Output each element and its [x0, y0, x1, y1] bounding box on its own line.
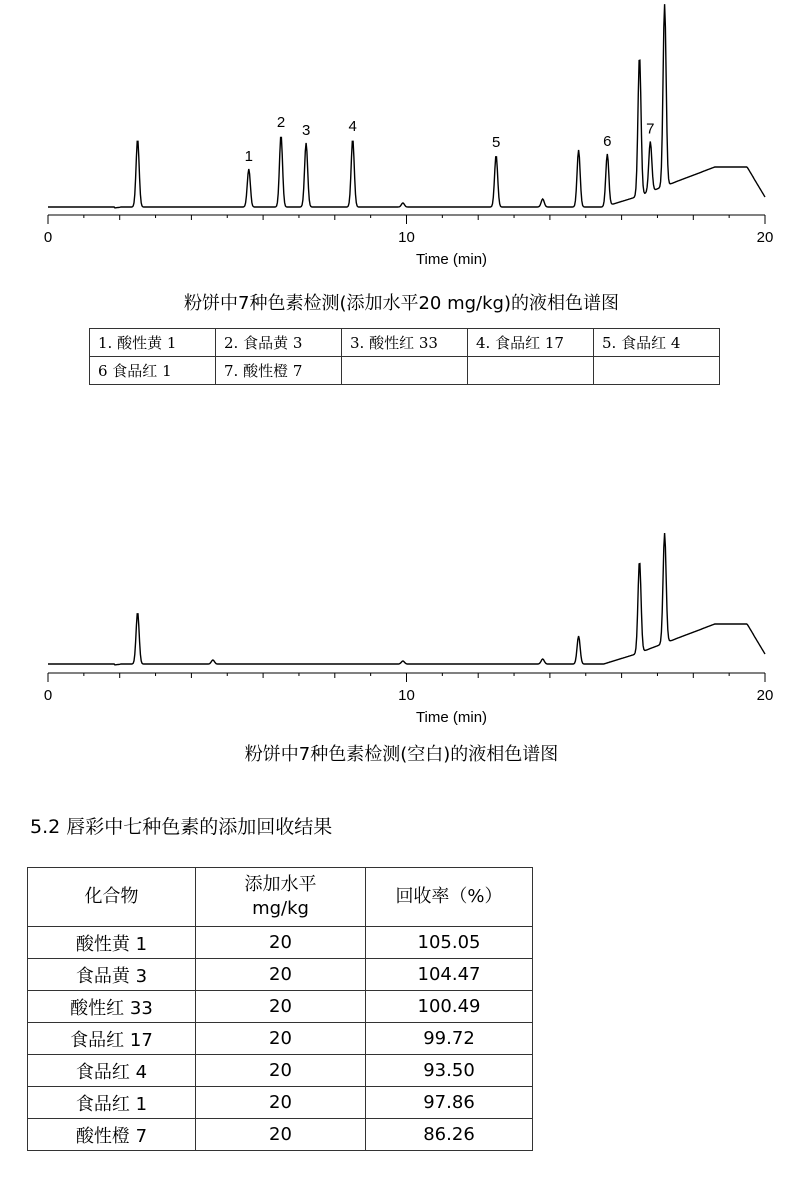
chromatogram-trace [48, 533, 765, 665]
header-spike-level [196, 868, 366, 927]
legend-cell [594, 357, 720, 385]
legend-cell: 2. 食品黄 3 [216, 329, 342, 357]
section-heading: 5.2 唇彩中七种色素的添加回收结果 [30, 816, 333, 838]
peak-label: 6 [603, 132, 612, 150]
table-row [28, 1087, 533, 1119]
x-axis-label: Time (min) [415, 709, 488, 726]
legend-cell: 7. 酸性橙 7 [216, 357, 342, 385]
table-row [28, 1119, 533, 1151]
chromatogram-spiked-plot [0, 0, 803, 275]
legend-cell [342, 357, 468, 385]
recovery-cell: 104.47 [366, 959, 533, 991]
peak-legend-table [89, 328, 720, 385]
x-tick-label: 0 [43, 687, 53, 704]
peak-label: 4 [348, 118, 357, 135]
table-row [28, 1055, 533, 1087]
header-recovery-label: 回收率（%） [395, 886, 503, 907]
recovery-cell: 99.72 [366, 1023, 533, 1055]
header-recovery [366, 868, 533, 927]
compound-cell: 酸性红 33 [28, 991, 196, 1023]
table-row [90, 329, 720, 357]
level-cell: 20 [196, 1055, 366, 1087]
recovery-cell: 97.86 [366, 1087, 533, 1119]
legend-cell [468, 357, 594, 385]
recovery-cell: 93.50 [366, 1055, 533, 1087]
chromatogram-trace [48, 4, 765, 208]
compound-cell: 食品红 17 [28, 1023, 196, 1055]
table-header-row [28, 868, 533, 927]
level-cell: 20 [196, 1119, 366, 1151]
level-cell: 20 [196, 991, 366, 1023]
level-cell: 20 [196, 959, 366, 991]
recovery-results-table [27, 867, 533, 1151]
peak-label: 2 [276, 114, 286, 131]
level-cell: 20 [196, 927, 366, 959]
compound-cell: 食品黄 3 [28, 959, 196, 991]
chromatogram-spiked [0, 0, 803, 275]
legend-cell: 5. 食品红 4 [594, 329, 720, 357]
x-tick-label: 10 [398, 229, 415, 246]
header-spike-level-unit: mg/kg [252, 898, 309, 919]
header-spike-level-label: 添加水平 [244, 874, 317, 895]
x-tick-label: 10 [398, 687, 415, 704]
compound-cell: 食品红 4 [28, 1055, 196, 1087]
header-compound-label: 化合物 [84, 886, 139, 907]
header-compound [28, 868, 196, 927]
table-row [28, 1023, 533, 1055]
x-axis-label: Time (min) [415, 251, 488, 268]
table-row [90, 357, 720, 385]
table-row [28, 927, 533, 959]
x-tick-label: 20 [756, 687, 774, 704]
legend-cell: 1. 酸性黄 1 [90, 329, 216, 357]
peak-label: 3 [301, 122, 311, 139]
x-tick-label: 0 [43, 229, 53, 246]
chromatogram-blank-plot [0, 500, 803, 732]
table-row [28, 991, 533, 1023]
chromatogram-blank [0, 500, 803, 732]
peak-label: 7 [646, 120, 655, 138]
chromatogram-spiked-caption: 粉饼中7种色素检测(添加水平20 mg/kg)的液相色谱图 [184, 293, 619, 314]
peak-label: 5 [491, 134, 501, 151]
compound-cell: 酸性橙 7 [28, 1119, 196, 1151]
x-tick-label: 20 [756, 229, 774, 246]
legend-cell: 6 食品红 1 [90, 357, 216, 385]
legend-cell: 4. 食品红 17 [468, 329, 594, 357]
legend-cell: 3. 酸性红 33 [342, 329, 468, 357]
compound-cell: 食品红 1 [28, 1087, 196, 1119]
chromatogram-blank-caption: 粉饼中7种色素检测(空白)的液相色谱图 [244, 744, 559, 765]
level-cell: 20 [196, 1087, 366, 1119]
recovery-cell: 86.26 [366, 1119, 533, 1151]
recovery-cell: 100.49 [366, 991, 533, 1023]
peak-label: 1 [244, 148, 253, 165]
recovery-cell: 105.05 [366, 927, 533, 959]
compound-cell: 酸性黄 1 [28, 927, 196, 959]
level-cell: 20 [196, 1023, 366, 1055]
table-row [28, 959, 533, 991]
